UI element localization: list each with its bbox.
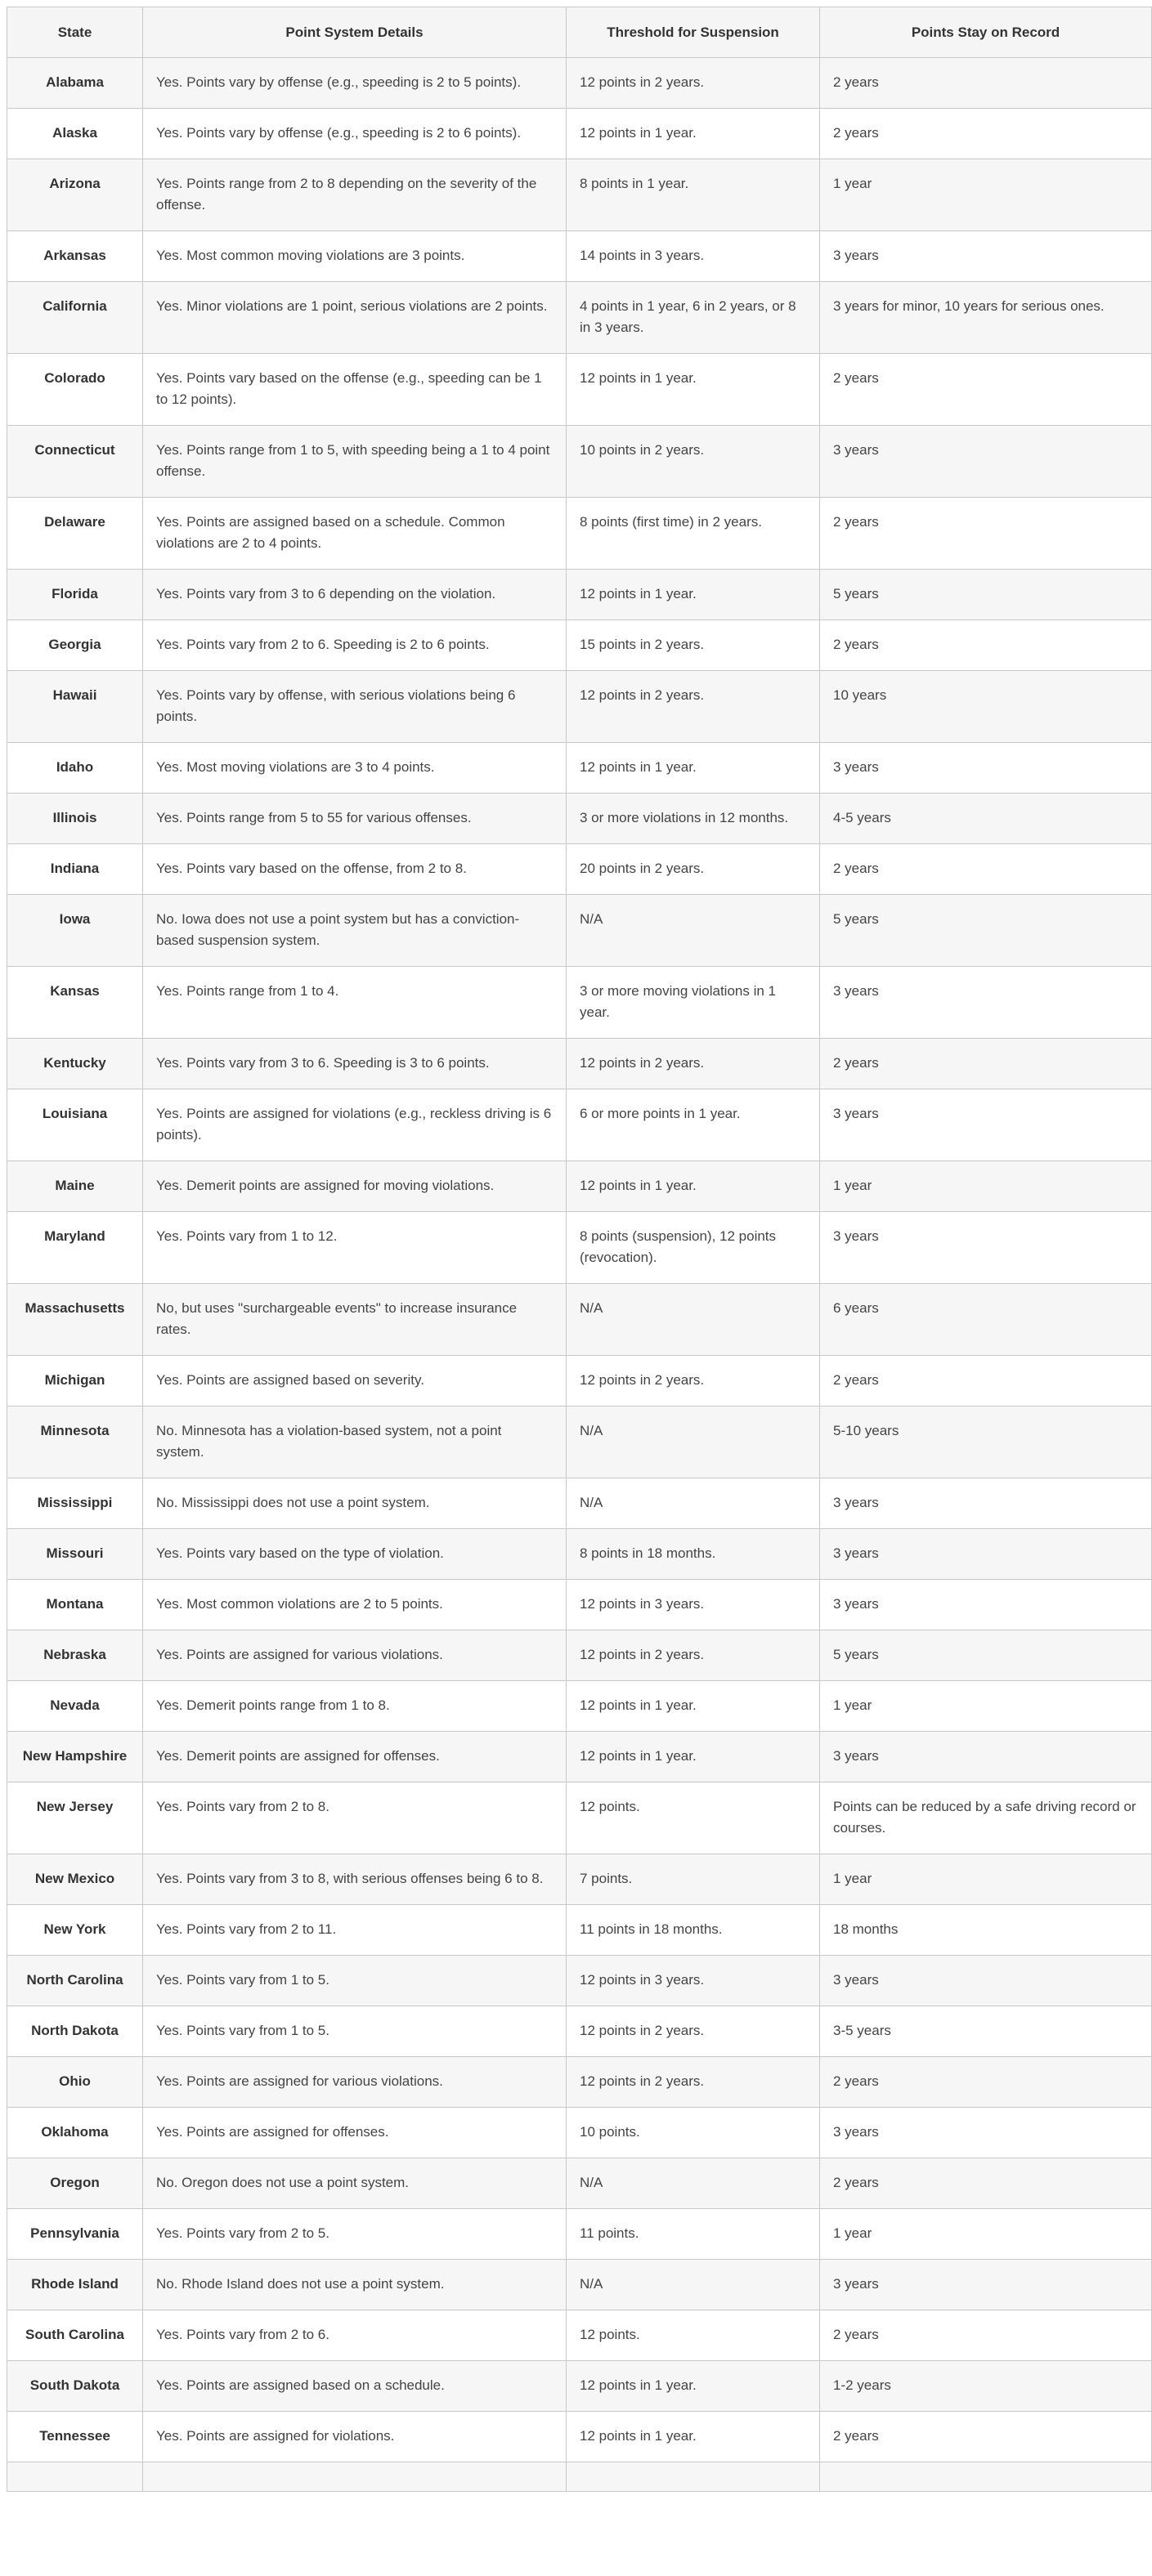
duration-cell: 3 years bbox=[820, 1089, 1152, 1161]
duration-cell: 5 years bbox=[820, 1630, 1152, 1681]
threshold-cell bbox=[567, 2462, 820, 2492]
state-cell: Missouri bbox=[7, 1529, 143, 1580]
threshold-cell: N/A bbox=[567, 1407, 820, 1478]
details-cell: Yes. Points are assigned based on severity. bbox=[143, 1356, 567, 1407]
details-cell: Yes. Points vary based on the type of violation. bbox=[143, 1529, 567, 1580]
table-row bbox=[7, 2209, 1152, 2260]
details-cell: Yes. Points are assigned for offenses. bbox=[143, 2108, 567, 2158]
duration-cell: 1 year bbox=[820, 1681, 1152, 1732]
duration-cell: 2 years bbox=[820, 1356, 1152, 1407]
details-cell: Yes. Most common moving violations are 3 points. bbox=[143, 231, 567, 282]
duration-cell: 2 years bbox=[820, 1039, 1152, 1089]
table-row bbox=[7, 570, 1152, 620]
table-row bbox=[7, 1284, 1152, 1356]
table-row bbox=[7, 671, 1152, 743]
threshold-cell: N/A bbox=[567, 895, 820, 967]
threshold-cell: 11 points. bbox=[567, 2209, 820, 2260]
duration-cell: 2 years bbox=[820, 2310, 1152, 2361]
table-row bbox=[7, 58, 1152, 109]
table-row bbox=[7, 743, 1152, 794]
state-cell: Louisiana bbox=[7, 1089, 143, 1161]
duration-cell: 2 years bbox=[820, 2412, 1152, 2462]
table-row bbox=[7, 1478, 1152, 1529]
state-cell: Georgia bbox=[7, 620, 143, 671]
threshold-cell: 12 points in 1 year. bbox=[567, 570, 820, 620]
table-row bbox=[7, 2361, 1152, 2412]
duration-cell: 2 years bbox=[820, 620, 1152, 671]
threshold-cell: 12 points in 2 years. bbox=[567, 58, 820, 109]
duration-cell: 3 years bbox=[820, 1212, 1152, 1284]
threshold-cell: 12 points in 1 year. bbox=[567, 2412, 820, 2462]
duration-cell: 3 years bbox=[820, 2108, 1152, 2158]
threshold-cell: 7 points. bbox=[567, 1854, 820, 1905]
table-row bbox=[7, 2462, 1152, 2492]
state-cell: Minnesota bbox=[7, 1407, 143, 1478]
threshold-cell: 10 points. bbox=[567, 2108, 820, 2158]
duration-cell bbox=[820, 2462, 1152, 2492]
duration-cell: 2 years bbox=[820, 354, 1152, 426]
table-row bbox=[7, 159, 1152, 231]
details-cell: No, but uses "surchargeable events" to increase insurance rates. bbox=[143, 1284, 567, 1356]
threshold-cell: 11 points in 18 months. bbox=[567, 1905, 820, 1956]
duration-cell: 3 years bbox=[820, 1478, 1152, 1529]
details-cell: Yes. Demerit points are assigned for moving violations. bbox=[143, 1161, 567, 1212]
details-cell: Yes. Points range from 1 to 5, with speeding being a 1 to 4 point offense. bbox=[143, 426, 567, 498]
state-cell: Indiana bbox=[7, 844, 143, 895]
threshold-cell: 10 points in 2 years. bbox=[567, 426, 820, 498]
threshold-cell: 4 points in 1 year, 6 in 2 years, or 8 in 3 years. bbox=[567, 282, 820, 354]
threshold-cell: 12 points in 2 years. bbox=[567, 671, 820, 743]
table-row bbox=[7, 1580, 1152, 1630]
state-cell: North Carolina bbox=[7, 1956, 143, 2006]
details-cell: Yes. Demerit points range from 1 to 8. bbox=[143, 1681, 567, 1732]
threshold-cell: 8 points in 1 year. bbox=[567, 159, 820, 231]
details-cell: Yes. Points vary from 2 to 5. bbox=[143, 2209, 567, 2260]
duration-cell: 1 year bbox=[820, 159, 1152, 231]
details-cell: Yes. Points vary from 1 to 12. bbox=[143, 1212, 567, 1284]
table-row bbox=[7, 2006, 1152, 2057]
table-row bbox=[7, 2158, 1152, 2209]
table-row bbox=[7, 426, 1152, 498]
duration-cell: 3 years bbox=[820, 1732, 1152, 1782]
state-cell: Pennsylvania bbox=[7, 2209, 143, 2260]
details-cell: Yes. Points vary from 2 to 8. bbox=[143, 1782, 567, 1854]
state-cell: Connecticut bbox=[7, 426, 143, 498]
duration-cell: 1 year bbox=[820, 2209, 1152, 2260]
details-cell: Yes. Points vary based on the offense (e.g., speeding can be 1 to 12 points). bbox=[143, 354, 567, 426]
details-cell: Yes. Points vary based on the offense, from 2 to 8. bbox=[143, 844, 567, 895]
threshold-cell: N/A bbox=[567, 2158, 820, 2209]
threshold-cell: N/A bbox=[567, 2260, 820, 2310]
state-cell: South Dakota bbox=[7, 2361, 143, 2412]
threshold-cell: 12 points in 1 year. bbox=[567, 1681, 820, 1732]
table-row bbox=[7, 1356, 1152, 1407]
threshold-cell: N/A bbox=[567, 1284, 820, 1356]
table-row bbox=[7, 1956, 1152, 2006]
duration-cell: 1-2 years bbox=[820, 2361, 1152, 2412]
threshold-cell: 12 points in 2 years. bbox=[567, 1356, 820, 1407]
duration-cell: 2 years bbox=[820, 844, 1152, 895]
table-header bbox=[7, 7, 1152, 58]
duration-cell: 3 years bbox=[820, 1580, 1152, 1630]
details-cell: Yes. Points range from 5 to 55 for various offenses. bbox=[143, 794, 567, 844]
state-cell: New Jersey bbox=[7, 1782, 143, 1854]
details-cell: No. Iowa does not use a point system but has a conviction-based suspension system. bbox=[143, 895, 567, 967]
details-cell: Yes. Points are assigned based on a schedule. bbox=[143, 2361, 567, 2412]
state-cell: Hawaii bbox=[7, 671, 143, 743]
state-cell: Alabama bbox=[7, 58, 143, 109]
state-cell: Nebraska bbox=[7, 1630, 143, 1681]
state-cell: Oregon bbox=[7, 2158, 143, 2209]
duration-cell: 3 years bbox=[820, 231, 1152, 282]
state-cell: North Dakota bbox=[7, 2006, 143, 2057]
duration-cell: 3 years bbox=[820, 1529, 1152, 1580]
threshold-cell: 12 points in 2 years. bbox=[567, 1039, 820, 1089]
duration-cell: 1 year bbox=[820, 1854, 1152, 1905]
table-row bbox=[7, 1212, 1152, 1284]
details-cell: Yes. Points vary by offense, with serious violations being 6 points. bbox=[143, 671, 567, 743]
details-cell: No. Rhode Island does not use a point system. bbox=[143, 2260, 567, 2310]
duration-cell: 3-5 years bbox=[820, 2006, 1152, 2057]
details-cell: Yes. Points range from 2 to 8 depending on the severity of the offense. bbox=[143, 159, 567, 231]
duration-cell: 5 years bbox=[820, 570, 1152, 620]
details-cell: Yes. Minor violations are 1 point, serious violations are 2 points. bbox=[143, 282, 567, 354]
details-cell: Yes. Points are assigned for violations (e.g., reckless driving is 6 points). bbox=[143, 1089, 567, 1161]
point-system-table bbox=[7, 7, 1152, 2492]
duration-cell: 1 year bbox=[820, 1161, 1152, 1212]
threshold-cell: 8 points in 18 months. bbox=[567, 1529, 820, 1580]
details-cell: Yes. Points vary by offense (e.g., speeding is 2 to 5 points). bbox=[143, 58, 567, 109]
state-cell: New York bbox=[7, 1905, 143, 1956]
duration-cell: 2 years bbox=[820, 2057, 1152, 2108]
threshold-cell: 20 points in 2 years. bbox=[567, 844, 820, 895]
duration-cell: 5 years bbox=[820, 895, 1152, 967]
state-cell: Illinois bbox=[7, 794, 143, 844]
duration-cell: 4-5 years bbox=[820, 794, 1152, 844]
threshold-cell: 12 points in 1 year. bbox=[567, 743, 820, 794]
state-cell: New Mexico bbox=[7, 1854, 143, 1905]
details-cell: Yes. Points vary from 2 to 11. bbox=[143, 1905, 567, 1956]
state-cell: Rhode Island bbox=[7, 2260, 143, 2310]
state-cell: Florida bbox=[7, 570, 143, 620]
state-cell: Idaho bbox=[7, 743, 143, 794]
duration-cell: 6 years bbox=[820, 1284, 1152, 1356]
threshold-cell: 12 points. bbox=[567, 1782, 820, 1854]
table-row bbox=[7, 1905, 1152, 1956]
details-cell: Yes. Points vary from 3 to 8, with serious offenses being 6 to 8. bbox=[143, 1854, 567, 1905]
column-header-state: State bbox=[7, 7, 143, 58]
state-cell: Tennessee bbox=[7, 2412, 143, 2462]
duration-cell: 5-10 years bbox=[820, 1407, 1152, 1478]
details-cell: Yes. Points vary by offense (e.g., speeding is 2 to 6 points). bbox=[143, 109, 567, 159]
threshold-cell: 12 points in 2 years. bbox=[567, 2006, 820, 2057]
table-body bbox=[7, 58, 1152, 2492]
details-cell: No. Oregon does not use a point system. bbox=[143, 2158, 567, 2209]
state-cell: Michigan bbox=[7, 1356, 143, 1407]
threshold-cell: 12 points. bbox=[567, 2310, 820, 2361]
header-row bbox=[7, 7, 1152, 58]
threshold-cell: 12 points in 3 years. bbox=[567, 1580, 820, 1630]
table-row bbox=[7, 282, 1152, 354]
table-row bbox=[7, 109, 1152, 159]
table-row bbox=[7, 1089, 1152, 1161]
threshold-cell: 3 or more violations in 12 months. bbox=[567, 794, 820, 844]
table-row bbox=[7, 1681, 1152, 1732]
state-cell: Maryland bbox=[7, 1212, 143, 1284]
details-cell: Yes. Points vary from 1 to 5. bbox=[143, 2006, 567, 2057]
table-row bbox=[7, 2310, 1152, 2361]
state-cell: California bbox=[7, 282, 143, 354]
threshold-cell: 12 points in 1 year. bbox=[567, 1161, 820, 1212]
details-cell: Yes. Points vary from 3 to 6. Speeding is 3 to 6 points. bbox=[143, 1039, 567, 1089]
table-row bbox=[7, 1732, 1152, 1782]
table-row bbox=[7, 895, 1152, 967]
state-cell: Arkansas bbox=[7, 231, 143, 282]
table-row bbox=[7, 2057, 1152, 2108]
table-row bbox=[7, 1630, 1152, 1681]
duration-cell: 2 years bbox=[820, 2158, 1152, 2209]
table-row bbox=[7, 354, 1152, 426]
table-row bbox=[7, 2260, 1152, 2310]
state-cell: Iowa bbox=[7, 895, 143, 967]
threshold-cell: 12 points in 2 years. bbox=[567, 2057, 820, 2108]
table-row bbox=[7, 967, 1152, 1039]
state-cell: Alaska bbox=[7, 109, 143, 159]
threshold-cell: 15 points in 2 years. bbox=[567, 620, 820, 671]
threshold-cell: 12 points in 1 year. bbox=[567, 354, 820, 426]
state-cell: Delaware bbox=[7, 498, 143, 570]
table-row bbox=[7, 794, 1152, 844]
duration-cell: 18 months bbox=[820, 1905, 1152, 1956]
table-row bbox=[7, 498, 1152, 570]
state-cell: Oklahoma bbox=[7, 2108, 143, 2158]
state-cell: Ohio bbox=[7, 2057, 143, 2108]
duration-cell: 2 years bbox=[820, 58, 1152, 109]
state-cell: South Carolina bbox=[7, 2310, 143, 2361]
duration-cell: 3 years bbox=[820, 743, 1152, 794]
threshold-cell: 12 points in 1 year. bbox=[567, 1732, 820, 1782]
details-cell: Yes. Points vary from 2 to 6. bbox=[143, 2310, 567, 2361]
duration-cell: 3 years bbox=[820, 1956, 1152, 2006]
table-row bbox=[7, 2108, 1152, 2158]
column-header-threshold: Threshold for Suspension bbox=[567, 7, 820, 58]
column-header-point-system-details: Point System Details bbox=[143, 7, 567, 58]
duration-cell: 2 years bbox=[820, 109, 1152, 159]
threshold-cell: 6 or more points in 1 year. bbox=[567, 1089, 820, 1161]
details-cell: Yes. Most common violations are 2 to 5 points. bbox=[143, 1580, 567, 1630]
details-cell: Yes. Points vary from 1 to 5. bbox=[143, 1956, 567, 2006]
duration-cell: Points can be reduced by a safe driving record or courses. bbox=[820, 1782, 1152, 1854]
table-row bbox=[7, 1039, 1152, 1089]
details-cell: No. Minnesota has a violation-based system, not a point system. bbox=[143, 1407, 567, 1478]
state-cell: Montana bbox=[7, 1580, 143, 1630]
details-cell: Yes. Points vary from 3 to 6 depending on the violation. bbox=[143, 570, 567, 620]
state-cell: Maine bbox=[7, 1161, 143, 1212]
table-row bbox=[7, 1854, 1152, 1905]
threshold-cell: 12 points in 3 years. bbox=[567, 1956, 820, 2006]
threshold-cell: N/A bbox=[567, 1478, 820, 1529]
details-cell: Yes. Points are assigned based on a schedule. Common violations are 2 to 4 points. bbox=[143, 498, 567, 570]
duration-cell: 3 years bbox=[820, 2260, 1152, 2310]
details-cell: Yes. Points are assigned for violations. bbox=[143, 2412, 567, 2462]
details-cell: Yes. Points range from 1 to 4. bbox=[143, 967, 567, 1039]
table-row bbox=[7, 2412, 1152, 2462]
duration-cell: 2 years bbox=[820, 498, 1152, 570]
threshold-cell: 8 points (first time) in 2 years. bbox=[567, 498, 820, 570]
details-cell: Yes. Demerit points are assigned for offenses. bbox=[143, 1732, 567, 1782]
table-container bbox=[7, 7, 1152, 2492]
table-row bbox=[7, 1529, 1152, 1580]
table-row bbox=[7, 1782, 1152, 1854]
threshold-cell: 12 points in 1 year. bbox=[567, 2361, 820, 2412]
threshold-cell: 12 points in 2 years. bbox=[567, 1630, 820, 1681]
state-cell: New Hampshire bbox=[7, 1732, 143, 1782]
threshold-cell: 14 points in 3 years. bbox=[567, 231, 820, 282]
duration-cell: 3 years bbox=[820, 426, 1152, 498]
duration-cell: 3 years for minor, 10 years for serious ones. bbox=[820, 282, 1152, 354]
table-row bbox=[7, 620, 1152, 671]
details-cell: Yes. Most moving violations are 3 to 4 points. bbox=[143, 743, 567, 794]
state-cell: Massachusetts bbox=[7, 1284, 143, 1356]
details-cell: Yes. Points are assigned for various violations. bbox=[143, 2057, 567, 2108]
table-row bbox=[7, 231, 1152, 282]
state-cell: Colorado bbox=[7, 354, 143, 426]
details-cell: No. Mississippi does not use a point system. bbox=[143, 1478, 567, 1529]
column-header-points-on-record: Points Stay on Record bbox=[820, 7, 1152, 58]
details-cell: Yes. Points vary from 2 to 6. Speeding is 2 to 6 points. bbox=[143, 620, 567, 671]
table-row bbox=[7, 1407, 1152, 1478]
threshold-cell: 3 or more moving violations in 1 year. bbox=[567, 967, 820, 1039]
duration-cell: 3 years bbox=[820, 967, 1152, 1039]
table-row bbox=[7, 844, 1152, 895]
duration-cell: 10 years bbox=[820, 671, 1152, 743]
state-cell: Arizona bbox=[7, 159, 143, 231]
table-row bbox=[7, 1161, 1152, 1212]
state-cell: Kentucky bbox=[7, 1039, 143, 1089]
state-cell: Kansas bbox=[7, 967, 143, 1039]
details-cell: Yes. Points are assigned for various violations. bbox=[143, 1630, 567, 1681]
threshold-cell: 8 points (suspension), 12 points (revocation). bbox=[567, 1212, 820, 1284]
state-cell: Mississippi bbox=[7, 1478, 143, 1529]
state-cell bbox=[7, 2462, 143, 2492]
details-cell bbox=[143, 2462, 567, 2492]
threshold-cell: 12 points in 1 year. bbox=[567, 109, 820, 159]
state-cell: Nevada bbox=[7, 1681, 143, 1732]
